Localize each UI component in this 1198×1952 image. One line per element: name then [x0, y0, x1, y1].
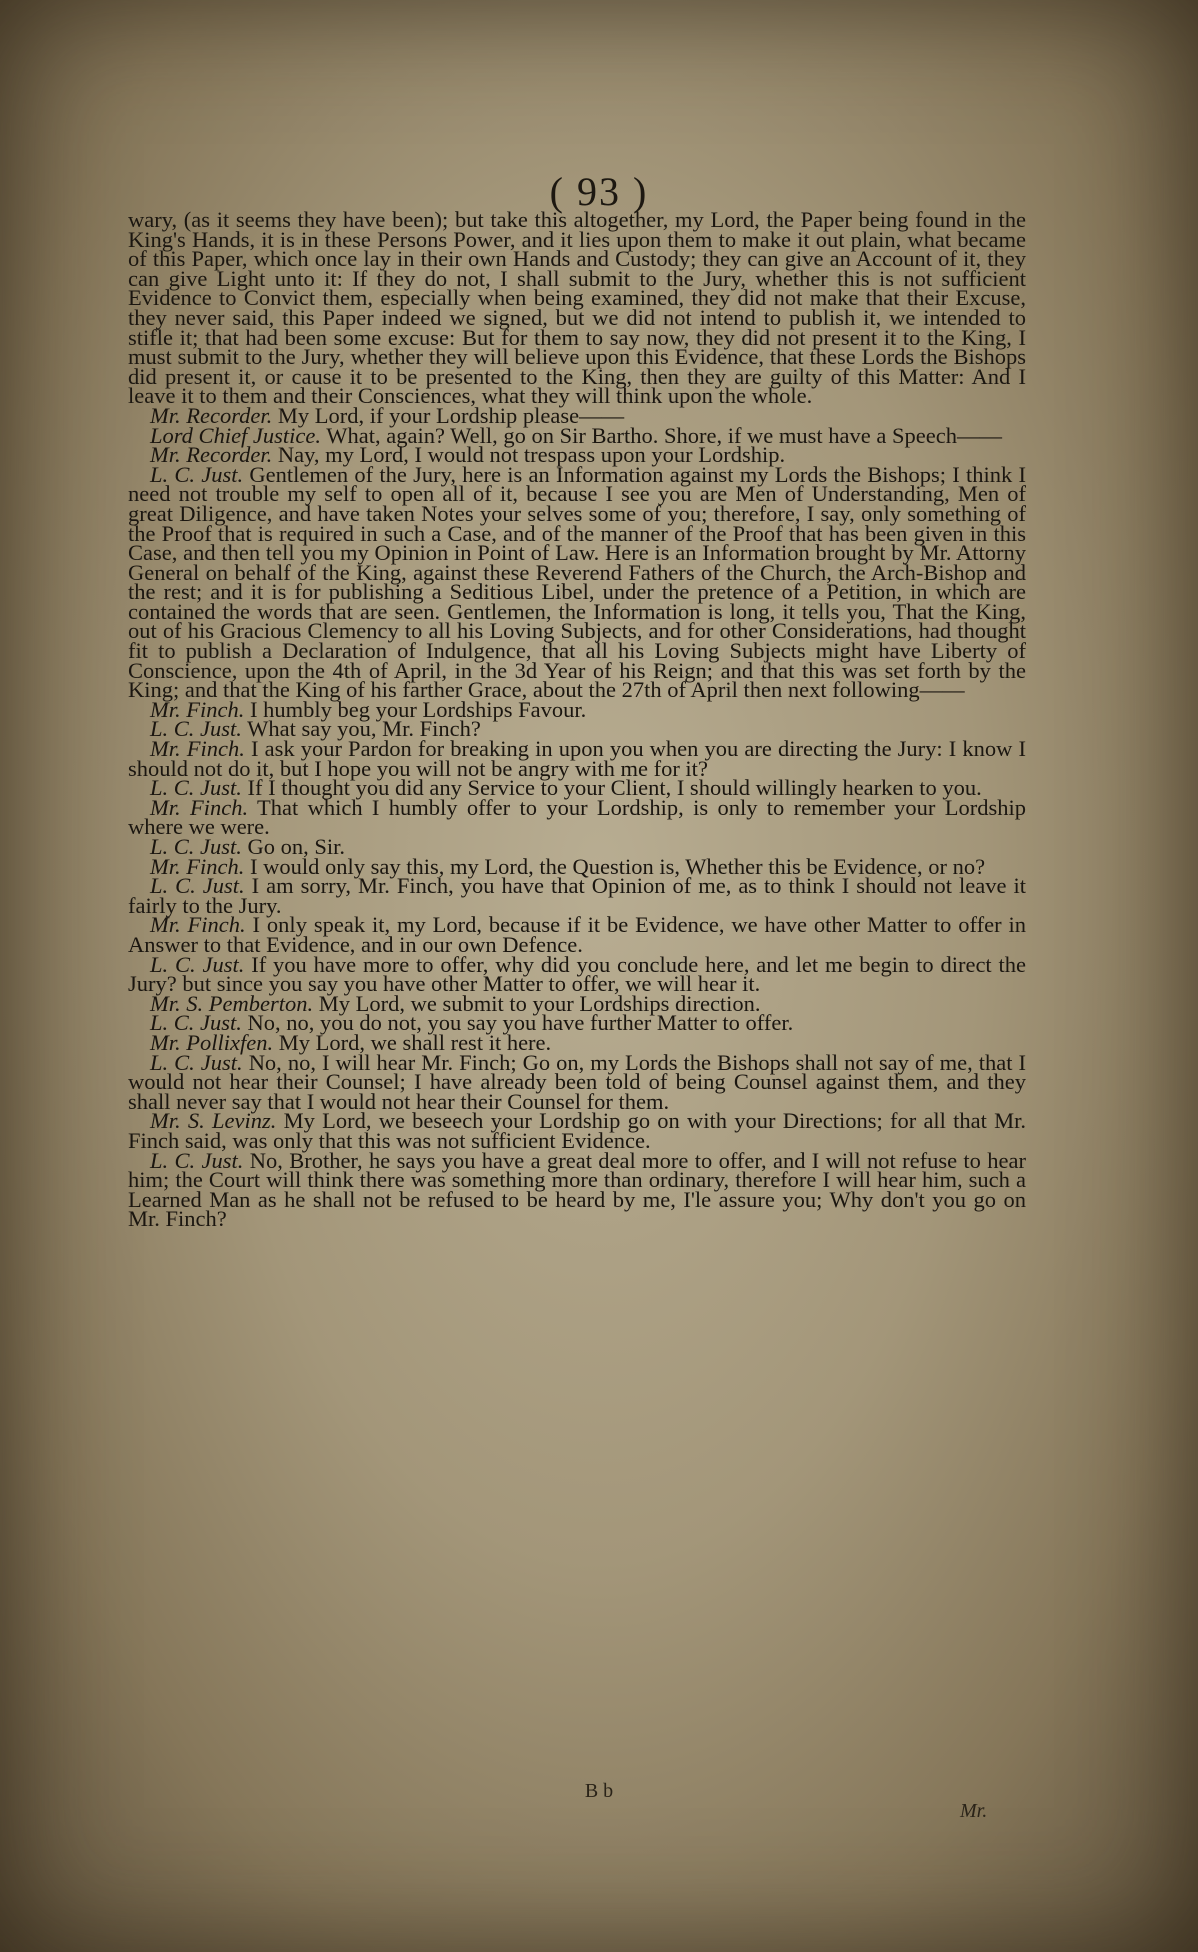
paragraph — [128, 912, 1027, 957]
paragraph-text: My Lord, if your Lordship please—— — [277, 402, 625, 428]
paragraph-text: What say you, Mr. Finch? — [247, 716, 481, 742]
paragraph — [128, 461, 1027, 703]
paragraph-text: No, no, you do not, you say you have further Matter to offer. — [247, 1010, 794, 1036]
speaker-name: Mr. Recorder. — [150, 402, 273, 428]
speaker-name: L. C. Just. — [150, 951, 245, 977]
body-text — [128, 207, 1027, 1232]
speaker-name: Mr. S. Levinz. — [150, 1108, 277, 1134]
speaker-name: L. C. Just. — [150, 1147, 244, 1173]
speaker-name: Mr. Finch. — [150, 696, 245, 722]
speaker-name: L. C. Just. — [150, 775, 242, 801]
speaker-name: L. C. Just. — [150, 716, 242, 742]
paragraph-text: I humbly beg your Lordships Favour. — [250, 696, 587, 722]
paragraph-text: What, again? Well, go on Sir Bartho. Shore, if we must have a Speech—— — [326, 422, 1002, 448]
paragraph-text: My Lord, we submit to your Lordships direction. — [318, 990, 761, 1016]
speaker-name: Mr. Finch. — [150, 794, 249, 820]
paragraph — [128, 1108, 1027, 1153]
paragraph-text: Nay, my Lord, I would not trespass upon your Lordship. — [277, 442, 786, 468]
speaker-name: L. C. Just. — [150, 873, 245, 899]
speaker-name: Mr. Finch. — [150, 912, 246, 938]
paragraph-text: I ask your Pardon for breaking in upon you when you are directing the Jury: I know I should not do it, but I hope you will not be angry with me for it? — [128, 736, 1026, 781]
paragraph — [128, 736, 1026, 781]
paragraph-text: My Lord, we shall rest it here. — [278, 1029, 552, 1055]
paragraph — [128, 1049, 1027, 1114]
speaker-name: Mr. Finch. — [150, 853, 245, 879]
paragraph-text: That which I humbly offer to your Lordship, is only to remember your Lordship where we were. — [128, 794, 1026, 840]
paragraph — [128, 951, 1027, 997]
speaker-name: Mr. Pollixfen. — [150, 1029, 274, 1055]
paragraph-text: wary, (as it seems they have been); but take this altogether, my Lord, the Paper being found in the King's Hands, it is in these Persons Power, and it lies upon them to make it out plain, what became of this Paper, which once lay in their own Hands and Custody; they can give an Account of it, they can give Light unto it: If they do not, I shall submit to the Jury, whether this is not sufficient Evidence to Convict them, especially when being examined, they did not make that their Excuse, they never said, this Paper indeed we signed, but we did not intend to publish it, we intended to stifle it; that had been some excuse: But for them to say now, they did not present it to the King, I must submit to the Jury, whether they will believe upon this Evidence, that these Lords the Bishops did present it, or cause it to be presented to the King, then they are guilty of this Matter: And I leave it to them and their Consciences, what they will think upon the whole. — [128, 207, 1026, 409]
speaker-name: L. C. Just. — [150, 1010, 242, 1036]
paragraph — [128, 794, 1026, 840]
speaker-name: L. C. Just. — [150, 834, 242, 859]
paragraph — [128, 873, 1026, 918]
speaker-name: L. C. Just. — [150, 1049, 243, 1075]
paragraph-text: If you have more to offer, why did you conclude here, and let me begin to direct the Jury? but since you say you have other Matter to offer, we will hear it. — [128, 951, 1027, 997]
speaker-name: Mr. Finch. — [150, 736, 245, 762]
paragraph-text: Go on, Sir. — [247, 834, 346, 859]
page-number: ( 93 ) — [549, 169, 649, 214]
catchword: Mr. — [960, 1800, 988, 1822]
paragraph-text: No, Brother, he says you have a great deal more to offer, and I will not refuse to hear him; the Court will think there was something more than ordinary, therefore I will hear him, such a Learned Man as he shall not be refused to be heard by me, I'le assure you; Why don't you go on Mr. Finch? — [128, 1147, 1027, 1232]
paragraph-text: My Lord, we beseech your Lordship go on with your Directions; for all that Mr. Finch said, was only that this was not sufficient Evidence. — [128, 1108, 1027, 1153]
paragraph-text: I would only say this, my Lord, the Question is, Whether this be Evidence, or no? — [250, 853, 986, 879]
signature-mark: B b — [584, 1780, 614, 1802]
paragraph-text: No, no, I will hear Mr. Finch; Go on, my Lords the Bishops shall not say of me, that I would not hear their Counsel; I have already been told of being Counsel against them, and they shall never say that I would not hear their Counsel for them. — [128, 1049, 1027, 1114]
paragraph — [128, 207, 1026, 409]
paragraph-text: Gentlemen of the Jury, here is an Information against my Lords the Bishops; I think I need not trouble my self to open all of it, because I see you are Men of Understanding, Men of great Diligence, and have taken Notes your selves some of you; therefore, I say, only something of the Proof that is required in such a Case, and of the manner of the Proof that has been given in this Case, and then tell you my Opinion in Point of Law. Here is an Information brought by Mr. Attorny General on behalf of the King, against these Reverend Fathers of the Church, the Arch-Bishop and the rest; and it is for publishing a Seditious Libel, under the pretence of a Petition, in which are contained the words that are seen. Gentlemen, the Information is long, it tells you, That the King, out of his Gracious Clemency to all his Loving Subjects, and for other Considerations, had thought fit to publish a Declaration of Indulgence, that all his Loving Subjects might have Liberty of Conscience, upon the 4th of April, in the 3d Year of his Reign; and that this was set forth by the King; and that the King of his farther Grace, about the 27th of April then next following—— — [128, 461, 1027, 703]
speaker-name: Mr. S. Pemberton. — [150, 990, 314, 1016]
paragraph-text: If I thought you did any Service to your Client, I should willingly hearken to you. — [247, 775, 982, 801]
speaker-name: L. C. Just. — [150, 461, 244, 487]
paragraph-text: I am sorry, Mr. Finch, you have that Opinion of me, as to think I should not leave it fairly to the Jury. — [128, 873, 1026, 918]
speaker-name: Lord Chief Justice. — [150, 422, 322, 448]
speaker-name: Mr. Recorder. — [150, 442, 273, 468]
paragraph-text: I only speak it, my Lord, because if it be Evidence, we have other Matter to offer in Answer to that Evidence, and in our own Defence. — [128, 912, 1027, 957]
paragraph — [128, 1147, 1027, 1232]
